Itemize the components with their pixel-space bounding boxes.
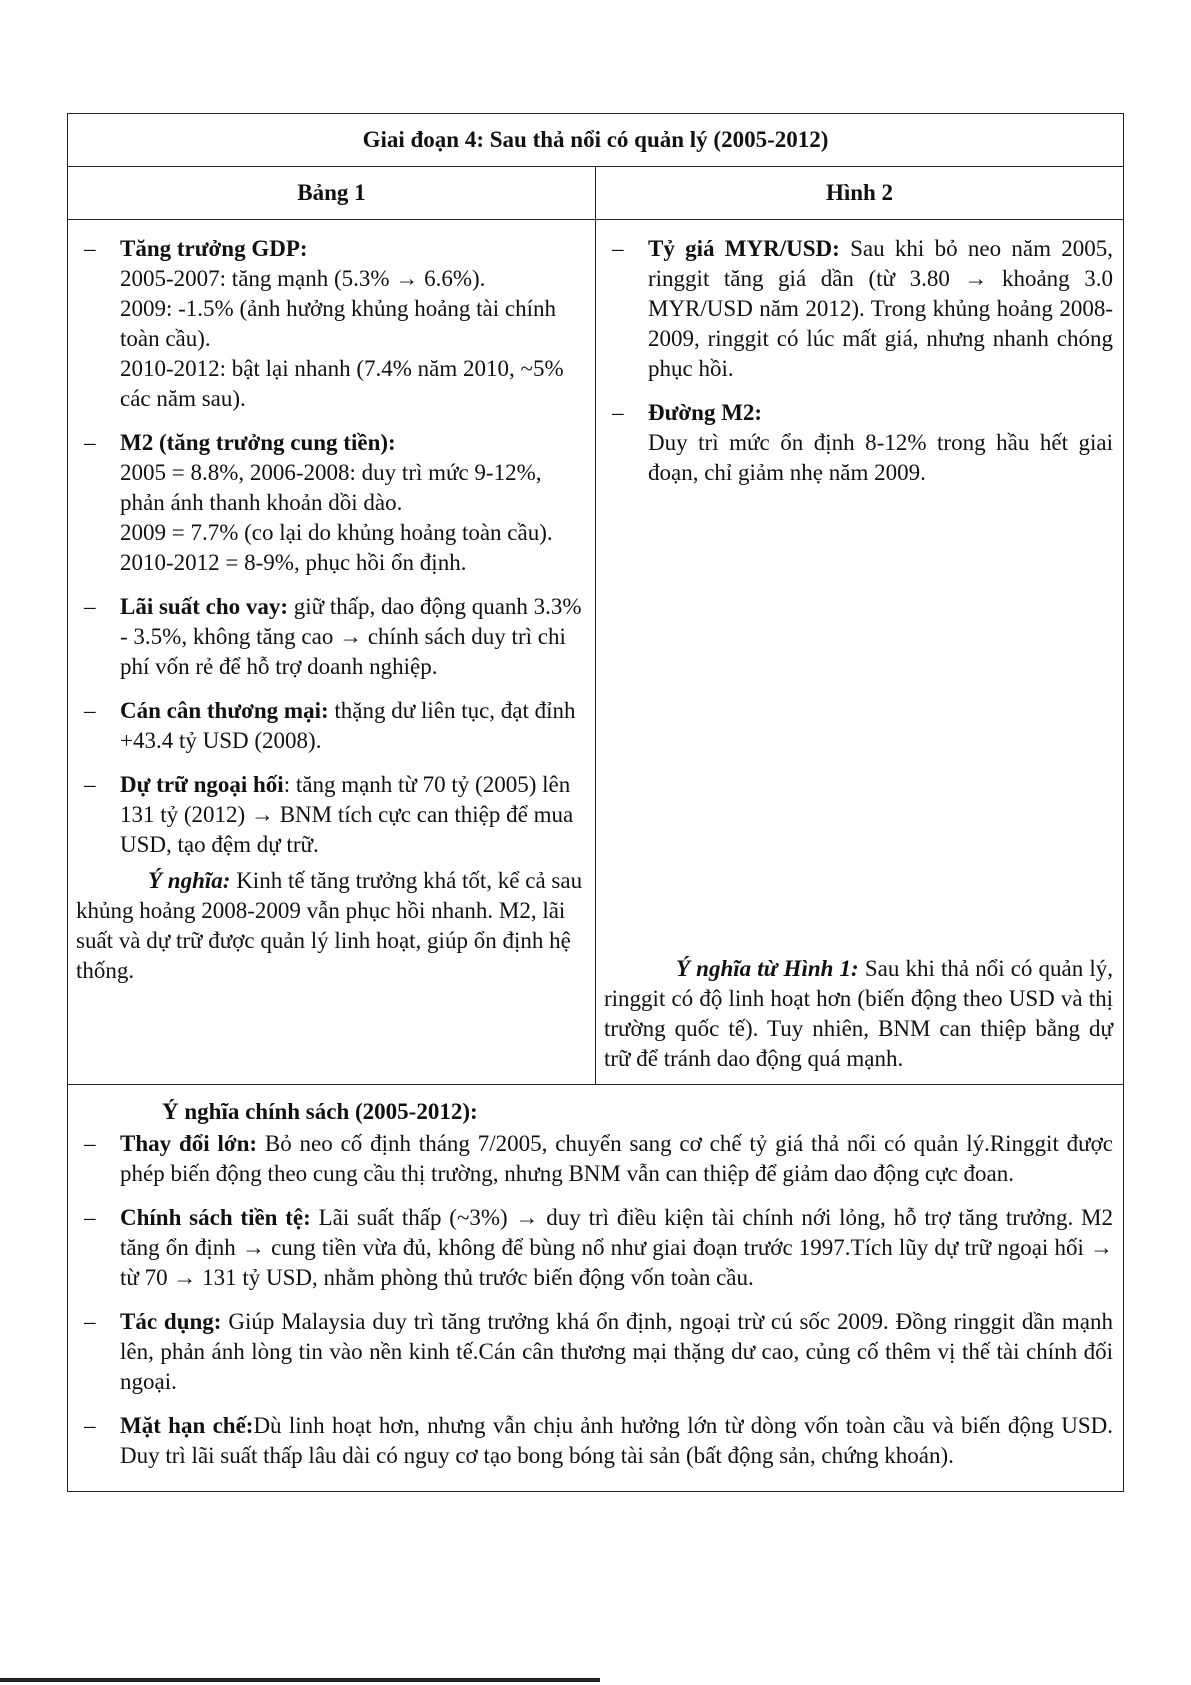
policy-bullet-list xyxy=(76,1129,1113,1471)
item-label: Tác dụng: xyxy=(120,1309,222,1334)
list-item xyxy=(76,428,587,578)
list-item xyxy=(76,1203,1113,1293)
item-text: thặng dư liên tục, đạt đỉnh +43.4 tỷ USD (2008). xyxy=(120,698,576,753)
item-line: 2010-2012: bật lại nhanh (7.4% năm 2010, ~5% các năm sau). xyxy=(120,356,564,411)
item-line: 2005 = 8.8%, 2006-2008: duy trì mức 9-12%, phản ánh thanh khoản dồi dào. xyxy=(120,460,542,515)
item-label: Thay đổi lớn: xyxy=(120,1131,258,1156)
page-footer-rule xyxy=(0,1678,600,1682)
item-label: Dự trữ ngoại hối xyxy=(120,772,284,797)
item-label: M2 (tăng trưởng cung tiền): xyxy=(120,430,396,455)
item-label: Chính sách tiền tệ: xyxy=(120,1205,311,1230)
list-item xyxy=(76,1129,1113,1189)
stage4-table xyxy=(67,113,1124,1492)
item-text: Lãi suất thấp (~3%) → duy trì điều kiện tài chính nới lỏng, hỗ trợ tăng trưởng. M2 tăng ổn định → cung tiền vừa đủ, không để bùng nổ như giai đoạn trước 1997.Tích lũy dự trữ ngoại hối → từ 70 → 131 tỷ USD, nhằm phòng thủ trước biến động vốn toàn cầu. xyxy=(120,1205,1113,1290)
left-meaning xyxy=(76,866,587,986)
meaning-label: Ý nghĩa: xyxy=(148,868,231,893)
header-figure2: Hình 2 xyxy=(596,167,1124,220)
item-label: Cán cân thương mại: xyxy=(120,698,329,723)
right-column xyxy=(596,220,1124,1085)
item-label: Đường M2: xyxy=(648,400,763,425)
item-label: Lãi suất cho vay: xyxy=(120,594,289,619)
item-text: Bỏ neo cố định tháng 7/2005, chuyển sang cơ chế tỷ giá thả nổi có quản lý.Ringgit được phép biến động theo cung cầu thị trường, nhưng BNM vẫn can thiệp để giảm dao động cực đoan. xyxy=(120,1131,1114,1186)
policy-section xyxy=(68,1085,1124,1492)
item-line: Duy trì mức ổn định 8-12% trong hầu hết giai đoạn, chỉ giảm nhẹ năm 2009. xyxy=(648,430,1113,485)
policy-title: Ý nghĩa chính sách (2005-2012): xyxy=(162,1099,478,1124)
meaning-text: Sau khi thả nổi có quản lý, ringgit có độ linh hoạt hơn (biến động theo USD và thị trường quốc tế). Tuy nhiên, BNM can thiệp bằng dự trữ để tránh dao động quá mạnh. xyxy=(604,956,1114,1071)
item-text: Sau khi bỏ neo năm 2005, ringgit tăng giá dần (từ 3.80 → khoảng 3.0 MYR/USD năm 2012). Trong khủng hoảng 2008-2009, ringgit có lúc mất giá, nhưng nhanh chóng phục hồi. xyxy=(648,236,1113,381)
list-item xyxy=(76,234,587,414)
item-text: : tăng mạnh từ 70 tỷ (2005) lên 131 tỷ (2012) → BNM tích cực can thiệp để mua USD, tạo đệm dự trữ. xyxy=(120,772,574,857)
list-item xyxy=(76,770,587,860)
item-text: Dù linh hoạt hơn, nhưng vẫn chịu ảnh hưởng lớn từ dòng vốn toàn cầu và biến động USD. Duy trì lãi suất thấp lâu dài có nguy cơ tạo bong bóng tài sản (bất động sản, chứng khoán). xyxy=(120,1413,1113,1468)
meaning-label: Ý nghĩa từ Hình 1: xyxy=(676,956,859,981)
list-item xyxy=(76,1411,1113,1471)
list-item xyxy=(76,1307,1113,1397)
item-text: giữ thấp, dao động quanh 3.3% - 3.5%, không tăng cao → chính sách duy trì chi phí vốn rẻ để hỗ trợ doanh nghiệp. xyxy=(120,594,582,679)
item-label: Tăng trưởng GDP: xyxy=(120,236,308,261)
item-line: 2005-2007: tăng mạnh (5.3% → 6.6%). xyxy=(120,266,486,291)
item-line: 2010-2012 = 8-9%, phục hồi ổn định. xyxy=(120,550,467,575)
right-bullet-list xyxy=(604,234,1113,502)
item-line: 2009 = 7.7% (co lại do khủng hoảng toàn cầu). xyxy=(120,520,553,545)
header-table1: Bảng 1 xyxy=(68,167,596,220)
meaning-text: Kinh tế tăng trưởng khá tốt, kể cả sau khủng hoảng 2008-2009 vẫn phục hồi nhanh. M2, lãi suất và dự trữ được quản lý linh hoạt, giúp ổn định hệ thống. xyxy=(76,868,583,983)
item-label: Tỷ giá MYR/USD: xyxy=(648,236,840,261)
right-meaning xyxy=(604,954,1113,1074)
left-column xyxy=(68,220,596,1085)
table-title: Giai đoạn 4: Sau thả nổi có quản lý (2005-2012) xyxy=(68,114,1124,167)
item-line: 2009: -1.5% (ảnh hưởng khủng hoảng tài chính toàn cầu). xyxy=(120,296,557,351)
item-label: Mặt hạn chế: xyxy=(120,1413,254,1438)
left-bullet-list xyxy=(76,234,587,860)
list-item xyxy=(604,398,1113,488)
item-text: Giúp Malaysia duy trì tăng trưởng khá ổn định, ngoại trừ cú sốc 2009. Đồng ringgit dần mạnh lên, phản ánh lòng tin vào nền kinh tế.Cán cân thương mại thặng dư cao, củng cố thêm vị thế tài chính đối ngoại. xyxy=(120,1309,1113,1394)
list-item xyxy=(604,234,1113,384)
list-item xyxy=(76,592,587,682)
list-item xyxy=(76,696,587,756)
